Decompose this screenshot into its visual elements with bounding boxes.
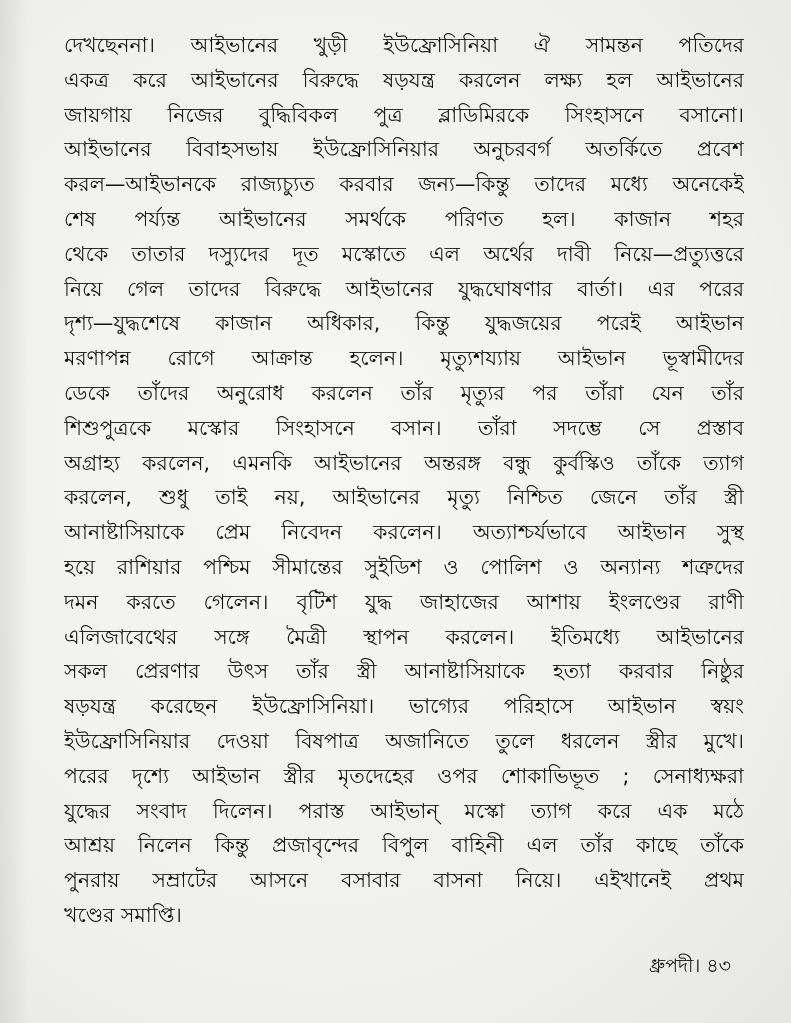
body-text (64, 28, 744, 933)
text-line: খণ্ডের সমাপ্তি। (64, 902, 182, 927)
text-line: ডেকে তাঁদের অনুরোধ করলেন তাঁর মৃত্যুর পর তাঁরা যেন তাঁর (64, 380, 744, 405)
text-line: ষড়যন্ত্র করেছেন ইউফ্রোসিনিয়া। ভাগ্যের পরিহাসে আইভান স্বয়ং (64, 694, 744, 719)
text-line: করল—আইভানকে রাজ্যচ্যুত করবার জন্য—কিন্তু তাদের মধ্যে অনেকেই (64, 172, 744, 197)
text-line: আইভানের বিবাহসভায় ইউফ্রোসিনিয়ার অনুচরবর্গ অতর্কিতে প্রবেশ (64, 137, 744, 162)
text-line: থেকে তাতার দস্যুদের দূত মস্কোতে এল অর্থের দাবী নিয়ে—প্রত্যুত্তরে (64, 241, 744, 266)
page-footer: ধ্রুপদী। ৪৩ (649, 955, 731, 977)
text-line: ইউফ্রোসিনিয়ার দেওয়া বিষপাত্র অজানিতে তুলে ধরলেন স্ত্রীর মুখে। (64, 728, 744, 753)
text-line: মরণাপন্ন রোগে আক্রান্ত হলেন। মৃত্যুশয্যায় আইভান ভূস্বামীদের (64, 346, 744, 371)
text-line: দৃশ্য—যুদ্ধশেষে কাজান অধিকার, কিন্তু যুদ্ধজয়ের পরেই আইভান (64, 311, 744, 336)
text-line: দেখছেননা। আইভানের খুড়ী ইউফ্রোসিনিয়া ঐ সামন্তন পতিদের (64, 33, 744, 57)
text-line: অগ্রাহ্য করলেন, এমনকি আইভানের অন্তরঙ্গ বন্ধু কুর্বস্কিও তাঁকে ত্যাগ (64, 450, 744, 475)
text-line: একত্র করে আইভানের বিরুদ্ধে ষড়যন্ত্র করলেন লক্ষ্য হল আইভানের (64, 67, 744, 92)
text-line: পরের দৃশ্যে আইভান স্ত্রীর মৃতদেহের ওপর শোকাভিভূত ; সেনাধ্যক্ষরা (64, 763, 744, 788)
text-line: আশ্রয় নিলেন কিন্তু প্রজাবৃন্দের বিপুল বাহিনী এল তাঁর কাছে তাঁকে (64, 833, 744, 858)
text-line: সকল প্রেরণার উৎস তাঁর স্ত্রী আনাষ্টাসিয়াকে হত্যা করবার নিষ্ঠুর (64, 659, 744, 684)
text-line: আনাষ্টাসিয়াকে প্রেম নিবেদন করলেন। অত্যাশ্চর্যভাবে আইভান সুস্থ (64, 520, 744, 545)
text-line: পুনরায় সম্রাটের আসনে বসাবার বাসনা নিয়ে। এইখানেই প্রথম (64, 868, 744, 893)
text-line: দমন করতে গেলেন। বৃটিশ যুদ্ধ জাহাজের আশায় ইংলণ্ডের রাণী (64, 589, 744, 614)
page-edge-shadow (0, 0, 30, 1023)
text-line: হয়ে রাশিয়ার পশ্চিম সীমান্তের সুইডিশ ও পোলিশ ও অন্যান্য শত্রুদের (64, 554, 744, 579)
text-line: জায়গায় নিজের বুদ্ধিবিকল পুত্র ব্লাডিমিরকে সিংহাসনে বসানো। (64, 102, 744, 127)
text-line: শেষ পর্য্যন্ত আইভানের সমর্থকে পরিণত হল। কাজান শহর (64, 206, 744, 231)
text-line: করলেন, শুধু তাই নয়, আইভানের মৃত্যু নিশ্চিত জেনে তাঁর স্ত্রী (64, 485, 744, 510)
text-line: শিশুপুত্রকে মস্কোর সিংহাসনে বসান। তাঁরা সদম্ভে সে প্রস্তাব (64, 415, 744, 440)
text-line: নিয়ে গেল তাদের বিরুদ্ধে আইভানের যুদ্ধঘোষণার বার্তা। এর পরের (64, 276, 744, 301)
text-line: যুদ্ধের সংবাদ দিলেন। পরাস্ত আইভান্ মস্কো ত্যাগ করে এক মঠে (64, 798, 744, 823)
text-line: এলিজাবেথের সঙ্গে মৈত্রী স্থাপন করলেন। ইতিমধ্যে আইভানের (64, 624, 744, 649)
